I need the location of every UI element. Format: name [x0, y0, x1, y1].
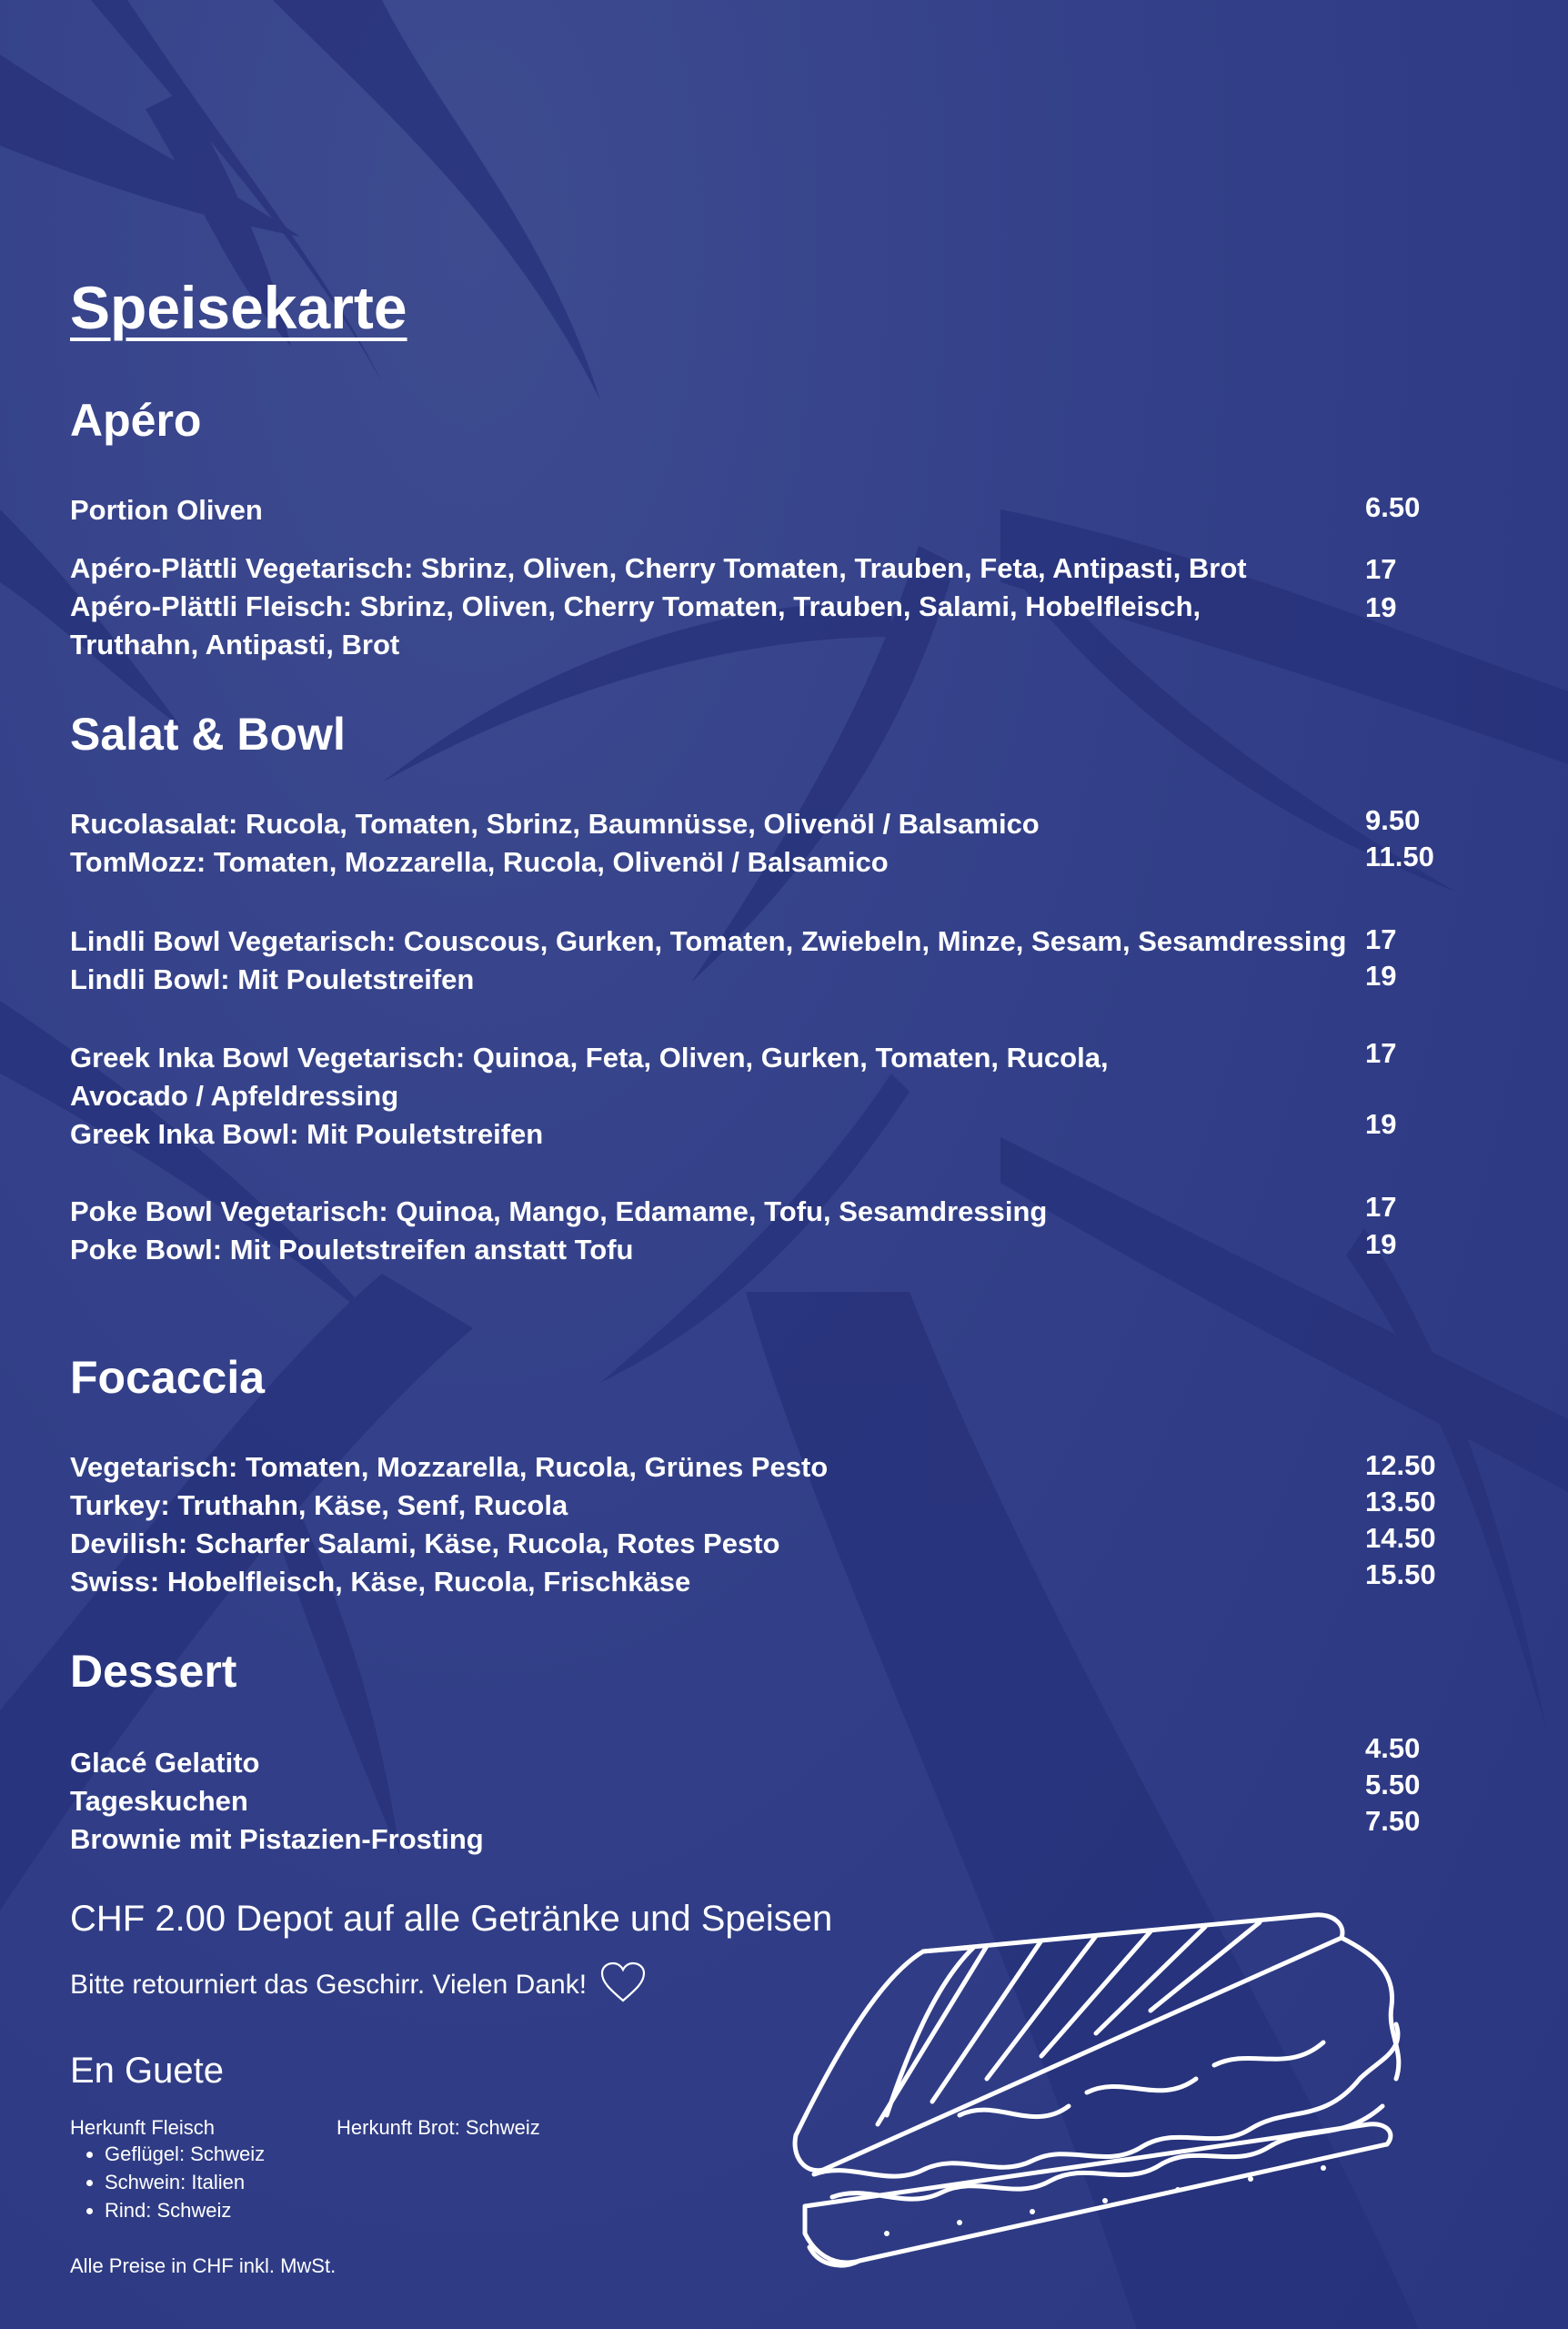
return-note-text: Bitte retourniert das Geschirr. Vielen Dank! — [70, 1969, 588, 2000]
sandwich-line-art-icon — [778, 1897, 1414, 2279]
menu-item: Lindli Bowl: Mit Pouletstreifen — [70, 963, 475, 995]
origin-meat-item: • Schwein: Italien — [105, 2168, 265, 2196]
section-heading-salat-bowl: Salat & Bowl — [70, 709, 346, 760]
menu-item-continued: Truthahn, Antipasti, Brot — [70, 629, 400, 660]
menu-item-price: 14.50 — [1365, 1522, 1436, 1554]
menu-item: Poke Bowl Vegetarisch: Quinoa, Mango, Edamame, Tofu, Sesamdressing — [70, 1195, 1048, 1227]
section-heading-apero: Apéro — [70, 395, 202, 446]
menu-item-price: 5.50 — [1365, 1769, 1421, 1800]
menu-item-price: 17 — [1365, 553, 1397, 585]
menu-item-price: 12.50 — [1365, 1449, 1436, 1481]
depot-note: CHF 2.00 Depot auf alle Getränke und Speisen — [70, 1899, 833, 1939]
menu-item: Greek Inka Bowl: Mit Pouletstreifen — [70, 1118, 544, 1150]
section-heading-focaccia: Focaccia — [70, 1352, 266, 1403]
origin-meat-item: • Rind: Schweiz — [105, 2196, 265, 2224]
menu-item: Brownie mit Pistazien-Frosting — [70, 1823, 484, 1855]
greeting: En Guete — [70, 2051, 225, 2091]
menu-item: Poke Bowl: Mit Pouletstreifen anstatt Tofu — [70, 1234, 634, 1265]
menu-item-price: 13.50 — [1365, 1486, 1436, 1517]
menu-item-price: 11.50 — [1365, 841, 1434, 872]
menu-item-price: 6.50 — [1365, 491, 1421, 523]
return-note — [70, 1968, 647, 2004]
menu-item: Turkey: Truthahn, Käse, Senf, Rucola — [70, 1489, 568, 1521]
menu-item-price: 7.50 — [1365, 1805, 1421, 1837]
menu-item: Rucolasalat: Rucola, Tomaten, Sbrinz, Baumnüsse, Olivenöl / Balsamico — [70, 808, 1040, 840]
menu-item-price: 19 — [1365, 1108, 1397, 1140]
menu-item-price: 19 — [1365, 591, 1397, 623]
origin-bread: Herkunft Brot: Schweiz — [337, 2116, 540, 2139]
menu-item: TomMozz: Tomaten, Mozzarella, Rucola, Olivenöl / Balsamico — [70, 846, 889, 878]
menu-item-price: 17 — [1365, 923, 1397, 955]
menu-item-price: 19 — [1365, 960, 1397, 992]
menu-item: Portion Oliven — [70, 494, 263, 526]
menu-item-price: 17 — [1365, 1191, 1397, 1223]
menu-item: Swiss: Hobelfleisch, Käse, Rucola, Frischkäse — [70, 1566, 691, 1598]
menu-item-continued: Avocado / Apfeldressing — [70, 1080, 399, 1112]
origin-meat-list — [70, 2140, 265, 2224]
menu-item-price: 4.50 — [1365, 1732, 1421, 1764]
menu-item: Apéro-Plättli Vegetarisch: Sbrinz, Oliven, Cherry Tomaten, Trauben, Feta, Antipasti, Brot — [70, 552, 1247, 584]
vat-note: Alle Preise in CHF inkl. MwSt. — [70, 2254, 337, 2277]
menu-item-price: 17 — [1365, 1037, 1397, 1069]
origin-meat-item: • Geflügel: Schweiz — [105, 2140, 265, 2168]
menu-item-price: 15.50 — [1365, 1558, 1436, 1590]
menu-item: Greek Inka Bowl Vegetarisch: Quinoa, Feta, Oliven, Gurken, Tomaten, Rucola, — [70, 1042, 1109, 1074]
menu-item-price: 19 — [1365, 1228, 1397, 1260]
menu-item-price: 9.50 — [1365, 804, 1421, 836]
menu-item: Apéro-Plättli Fleisch: Sbrinz, Oliven, Cherry Tomaten, Trauben, Salami, Hobelfleisch, — [70, 590, 1201, 622]
menu-item: Vegetarisch: Tomaten, Mozzarella, Rucola, Grünes Pesto — [70, 1451, 829, 1483]
heart-outline-icon — [599, 1961, 647, 2004]
menu-item: Glacé Gelatito — [70, 1747, 260, 1779]
page-title: Speisekarte — [70, 274, 407, 341]
menu-item: Devilish: Scharfer Salami, Käse, Rucola, Rotes Pesto — [70, 1527, 780, 1559]
menu-item: Tageskuchen — [70, 1785, 248, 1817]
section-heading-dessert: Dessert — [70, 1646, 237, 1697]
origin-meat-heading: Herkunft Fleisch — [70, 2116, 215, 2139]
menu-item: Lindli Bowl Vegetarisch: Couscous, Gurken, Tomaten, Zwiebeln, Minze, Sesam, Sesamdressing — [70, 925, 1347, 957]
